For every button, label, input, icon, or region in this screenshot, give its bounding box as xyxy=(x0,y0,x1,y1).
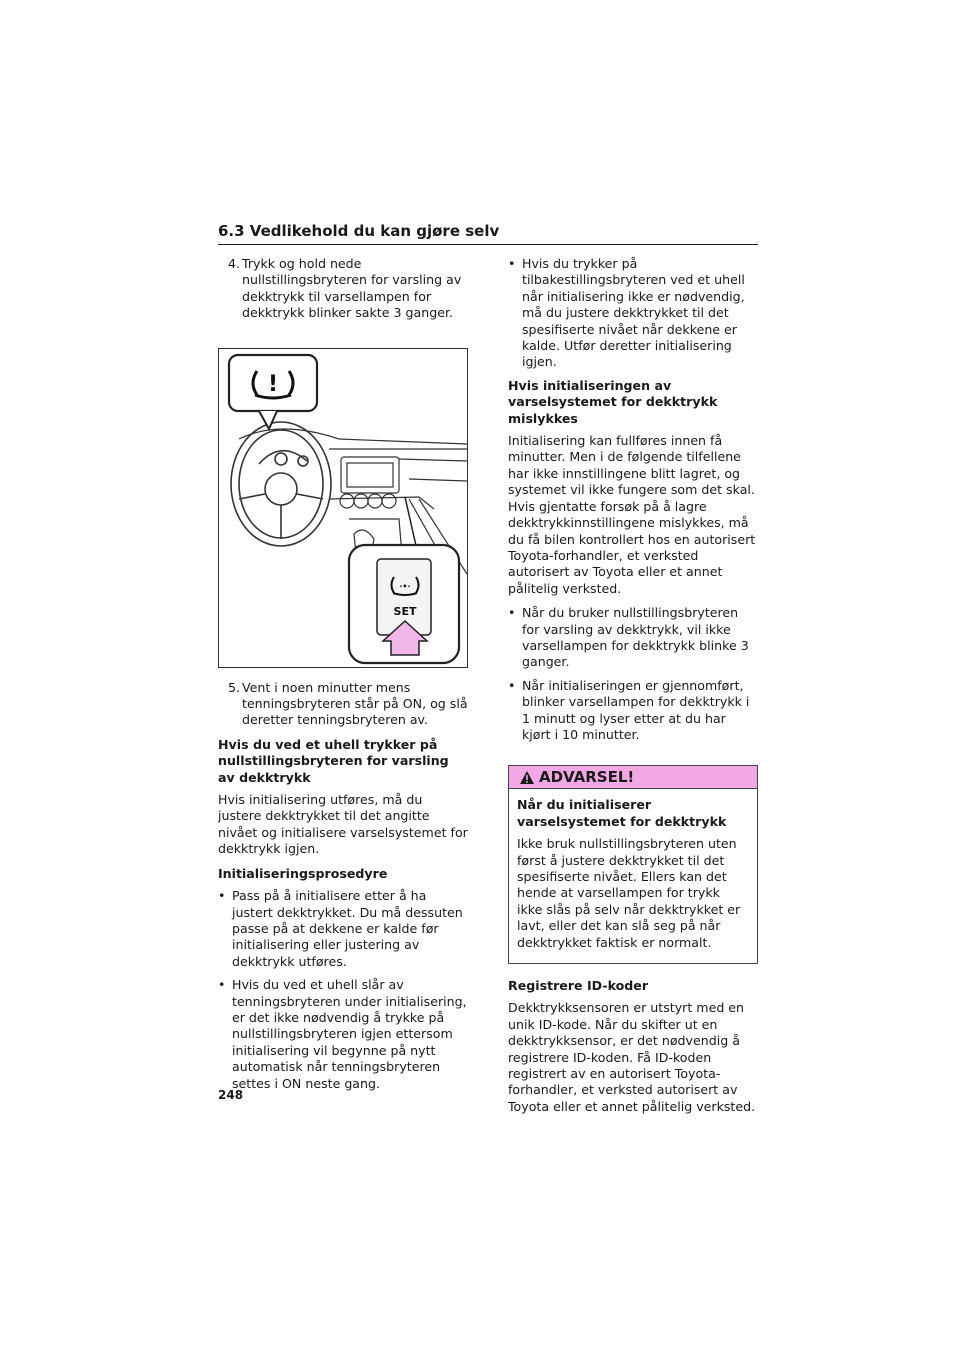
list-item xyxy=(508,605,758,671)
right-column xyxy=(508,256,758,1123)
list-item-text: Hvis du trykker på tilbakestillingsbryteren ved et uhell når initialisering ikke er nødvendig, må du justere dekktrykket til det spesifiserte nivået når dekkene er kalde. Utfør deretter initialisering igjen. xyxy=(522,256,745,370)
left-column xyxy=(218,256,468,1099)
list-item-text: Pass på å initialisere etter å ha justert dekktrykket. Du må dessuten passe på at dekkene er kalde før initialisering eller justering av dekktrykk utføres. xyxy=(232,888,463,969)
paragraph: Hvis initialisering utføres, må du justere dekktrykket til det angitte nivået og initialisere varselsystemet for dekktrykk igjen. xyxy=(218,792,468,857)
paragraph: Initialisering kan fullføres innen få minutter. Men i de følgende tilfellene har ikke innstillingene blitt lagret, og systemet vil ikke fungere som det skal. Hvis gjentatte forsøk på å lagre dekktrykkinnstillingene mislykkes, må du få bilen kontrollert hos en autorisert Toyota-forhandler, et verksted autorisert av Toyota eller et annet pålitelig verksted. xyxy=(508,433,756,596)
heading-accidental-press: Hvis du ved et uhell trykker på nullstillingsbryteren for varsling av dekktrykk xyxy=(218,736,449,785)
page-number: 248 xyxy=(218,1088,244,1102)
set-label: SET xyxy=(393,604,417,618)
header-rule xyxy=(218,244,758,245)
svg-text:!: ! xyxy=(267,371,279,397)
step-4 xyxy=(218,256,468,322)
warning-header xyxy=(509,766,757,789)
bullet-glyph: • xyxy=(508,677,516,693)
step-number: 4. xyxy=(227,256,240,271)
list-item-text: Hvis du ved et uhell slår av tenningsbryteren under initialisering, er det ikke nødvendig å trykke på nullstillingsbryteren igjen ettersom initialisering vil begynne på nytt automatisk når tenningsbryteren settes i ON neste gang. xyxy=(232,977,467,1091)
dashboard-figure xyxy=(218,348,468,668)
svg-text:·•·: ·•· xyxy=(399,581,411,591)
list-item xyxy=(508,678,758,744)
bullet-glyph: • xyxy=(218,888,226,904)
bullet-glyph: • xyxy=(508,605,516,621)
warning-text: Ikke bruk nullstillingsbryteren uten først å justere dekktrykket til det spesifiserte nivået. Ellers kan det hende at varsellampen for trykk ikke slås på selv når dekktrykket er lavt, eller det kan slå seg på når dekktrykket faktisk er normalt. xyxy=(517,836,741,950)
list-item-text: Når initialiseringen er gjennomført, blinker varsellampen for dekktrykk i 1 minutt og lyser etter at du har kjørt i 10 minutter. xyxy=(522,677,750,742)
dashboard-illustration xyxy=(219,349,467,667)
warning-title: ADVARSEL! xyxy=(539,768,635,787)
warning-body xyxy=(509,789,757,963)
heading-procedure: Initialiseringsprosedyre xyxy=(218,865,388,881)
step-5 xyxy=(218,680,468,729)
list-item xyxy=(218,977,468,1092)
warning-box xyxy=(508,765,758,964)
bullet-glyph: • xyxy=(508,256,516,271)
list-item-text: Når du bruker nullstillingsbryteren for varsling av dekktrykk, vil ikke varsellampen for dekktrykk blinke 3 ganger. xyxy=(522,605,749,670)
heading-register-id: Registrere ID-koder xyxy=(508,978,649,994)
warning-heading: Når du initialiserer varselsystemet for dekktrykk xyxy=(517,797,727,829)
warning-triangle-icon xyxy=(519,770,535,785)
bullet-glyph: • xyxy=(218,977,226,993)
list-item xyxy=(218,888,468,970)
step-text: Trykk og hold nede nullstillingsbryteren for varsling av dekktrykk til varsellampen for dekktrykk blinker sakte 3 ganger. xyxy=(242,256,462,321)
list-item xyxy=(508,256,758,371)
step-number: 5. xyxy=(227,679,240,695)
step-text: Vent i noen minutter mens tenningsbryteren står på ON, og slå deretter tenningsbryteren av. xyxy=(242,679,468,728)
heading-init-failure: Hvis initialiseringen av varselsystemet for dekktrykk mislykkes xyxy=(508,377,718,426)
paragraph: Dekktrykksensoren er utstyrt med en unik ID-kode. Når du skifter ut en dekktrykksensor, er det nødvendig å registrere ID-koden. Få ID-koden registrert av en autorisert Toyota-forhandler, et verksted autorisert av Toyota eller et annet pålitelig verksted. xyxy=(508,1000,756,1114)
section-header: 6.3 Vedlikehold du kan gjøre selv xyxy=(218,222,500,240)
